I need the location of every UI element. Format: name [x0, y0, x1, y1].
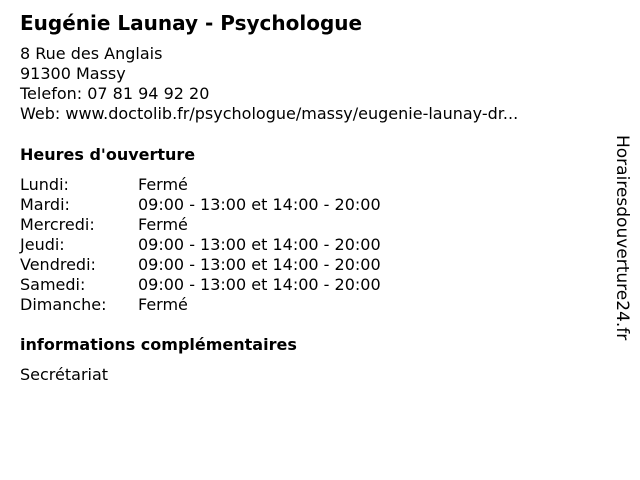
day-hours: 09:00 - 13:00 et 14:00 - 20:00	[138, 235, 381, 254]
additional-info-heading: informations complémentaires	[20, 335, 297, 354]
opening-hours-heading: Heures d'ouverture	[20, 145, 196, 164]
hours-row-tuesday	[20, 195, 381, 215]
site-watermark: Horairesdouverture24.fr	[612, 135, 632, 341]
day-label: Mardi:	[20, 195, 70, 214]
phone-number: Telefon: 07 81 94 92 20	[20, 84, 210, 103]
hours-row-monday	[20, 175, 381, 195]
address-street: 8 Rue des Anglais	[20, 44, 163, 63]
day-label: Vendredi:	[20, 255, 96, 274]
day-hours: 09:00 - 13:00 et 14:00 - 20:00	[138, 255, 381, 274]
day-label: Mercredi:	[20, 215, 95, 234]
day-label: Jeudi:	[20, 235, 65, 254]
hours-row-thursday	[20, 235, 381, 255]
opening-hours-table	[20, 175, 381, 315]
additional-info-text: Secrétariat	[20, 365, 109, 384]
day-label: Samedi:	[20, 275, 86, 294]
hours-row-wednesday	[20, 215, 381, 235]
website-link[interactable]: Web: www.doctolib.fr/psychologue/massy/eugenie-launay-dr...	[20, 104, 519, 123]
hours-row-saturday	[20, 275, 381, 295]
page-title: Eugénie Launay - Psychologue	[20, 11, 363, 35]
address-city: 91300 Massy	[20, 64, 126, 83]
day-label: Lundi:	[20, 175, 69, 194]
hours-row-friday	[20, 255, 381, 275]
day-label: Dimanche:	[20, 295, 107, 314]
day-hours: Fermé	[138, 175, 188, 194]
hours-row-sunday	[20, 295, 381, 315]
day-hours: Fermé	[138, 215, 188, 234]
day-hours: 09:00 - 13:00 et 14:00 - 20:00	[138, 275, 381, 294]
contact-info	[20, 44, 518, 124]
day-hours: Fermé	[138, 295, 188, 314]
day-hours: 09:00 - 13:00 et 14:00 - 20:00	[138, 195, 381, 214]
